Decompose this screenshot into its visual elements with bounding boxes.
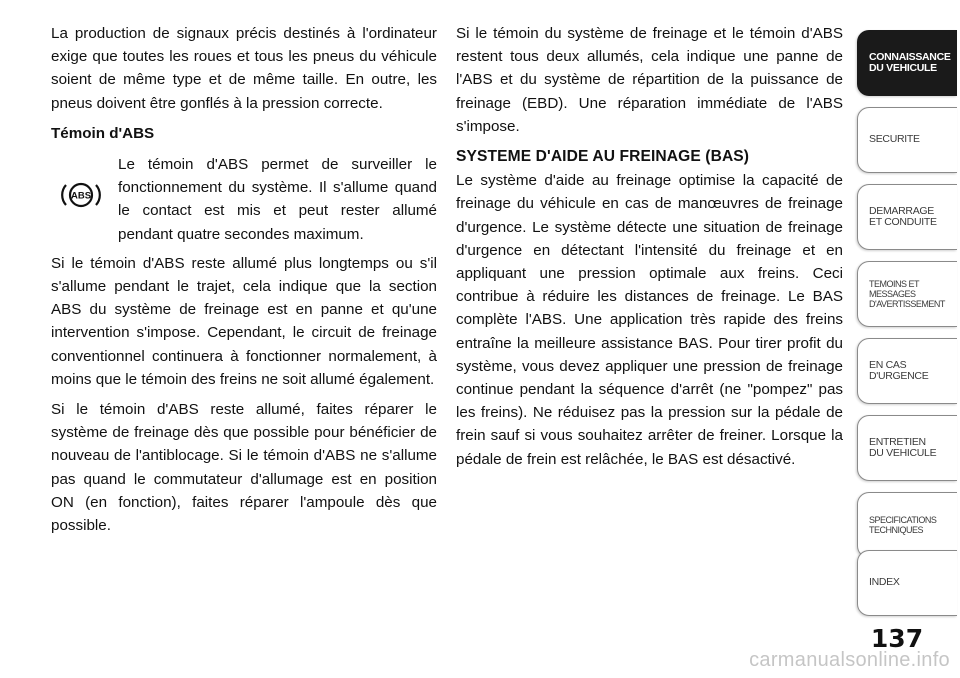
tab-index[interactable]: INDEX (857, 550, 957, 616)
abs-warning-icon (59, 179, 103, 211)
watermark: carmanualsonline.info (749, 649, 950, 671)
tab-en-cas-d-urgence[interactable]: EN CAS D'URGENCE (857, 338, 957, 404)
section-tabs (857, 30, 960, 630)
abs-description: Le témoin d'ABS permet de surveiller le fonctionnement du système. Il s'allume quand le contact est mis et peut rester allumé pendant quatre secondes maximum. (118, 156, 437, 243)
page-number: 137 (870, 624, 924, 653)
tab-demarrage-et-conduite[interactable]: DEMARRAGE ET CONDUITE (857, 184, 957, 250)
abs-icon-label: ABS (70, 190, 92, 202)
abs-warning-block (51, 153, 437, 246)
bas-paragraph: Le système d'aide au freinage optimise la capacité de freinage du véhicule en cas de manœuvres de freinage d'urgence. Le système détecte une situation de freinage d'urgence en détectant l'intensité du freinage et en appliquant une pression optimale aux freins. Ceci contribue à réduire les distances de freinage. Le BAS complète l'ABS. Une application très rapide des freins entraîne la meilleure assistance BAS. Pour tirer profit du système, vous devez appliquer une pression de freinage continue pendant la séquence d'arrêt (ne "pompez" pas les freins). Ne réduisez pas la pression sur la pédale de frein sauf si vous souhaitez arrêter de freiner. Lorsque la pédale de frein est relâchée, le BAS est désactivé. (456, 172, 843, 468)
bas-heading: SYSTEME D'AIDE AU FREINAGE (BAS) (456, 148, 750, 166)
paragraph-abs-failure: Si le témoin d'ABS reste allumé plus longtemps ou s'il s'allume pendant le trajet, cela indique que la section ABS du système de freinage est en panne et qu'une intervention s'impose. Cependant, le circuit de freinage conventionnel continuera à fonctionner normalement, à moins que le témoin des freins ne soit allumé également. (51, 254, 437, 388)
tab-entretien-du-vehicule[interactable]: ENTRETIEN DU VEHICULE (857, 415, 957, 481)
tab-specifications-techniques[interactable]: SPECIFICATIONS TECHNIQUES (857, 492, 957, 558)
tab-connaissance-du-vehicule[interactable]: CONNAISSANCE DU VEHICULE (857, 30, 957, 96)
abs-heading: Témoin d'ABS (51, 124, 155, 142)
paragraph-abs-repair: Si le témoin d'ABS reste allumé, faites réparer le système de freinage dès que possible pour bénéficier de nouveau de l'antiblocage. Si le témoin d'ABS ne s'allume pas quand le commutateur d'allumage est en position ON (en fonction), faites réparer l'ampoule dès que possible. (51, 401, 437, 535)
tab-securite[interactable]: SECURITE (857, 107, 957, 173)
left-column (51, 22, 437, 544)
right-column (456, 22, 843, 478)
tab-temoins-et-messages[interactable]: TEMOINS ET MESSAGES D'AVERTISSEMENT (857, 261, 957, 327)
paragraph-ebd: Si le témoin du système de freinage et le témoin d'ABS restent tous deux allumés, cela indique une panne de l'ABS et du système de répartition de la puissance de freinage (EBD). Une réparation immédiate de l'ABS s'impose. (456, 25, 843, 135)
intro-paragraph: La production de signaux précis destinés à l'ordinateur exige que toutes les roues et tous les pneus du véhicule soient de même type et de même taille. En outre, les pneus doivent être gonflés à la pression correcte. (51, 25, 437, 112)
